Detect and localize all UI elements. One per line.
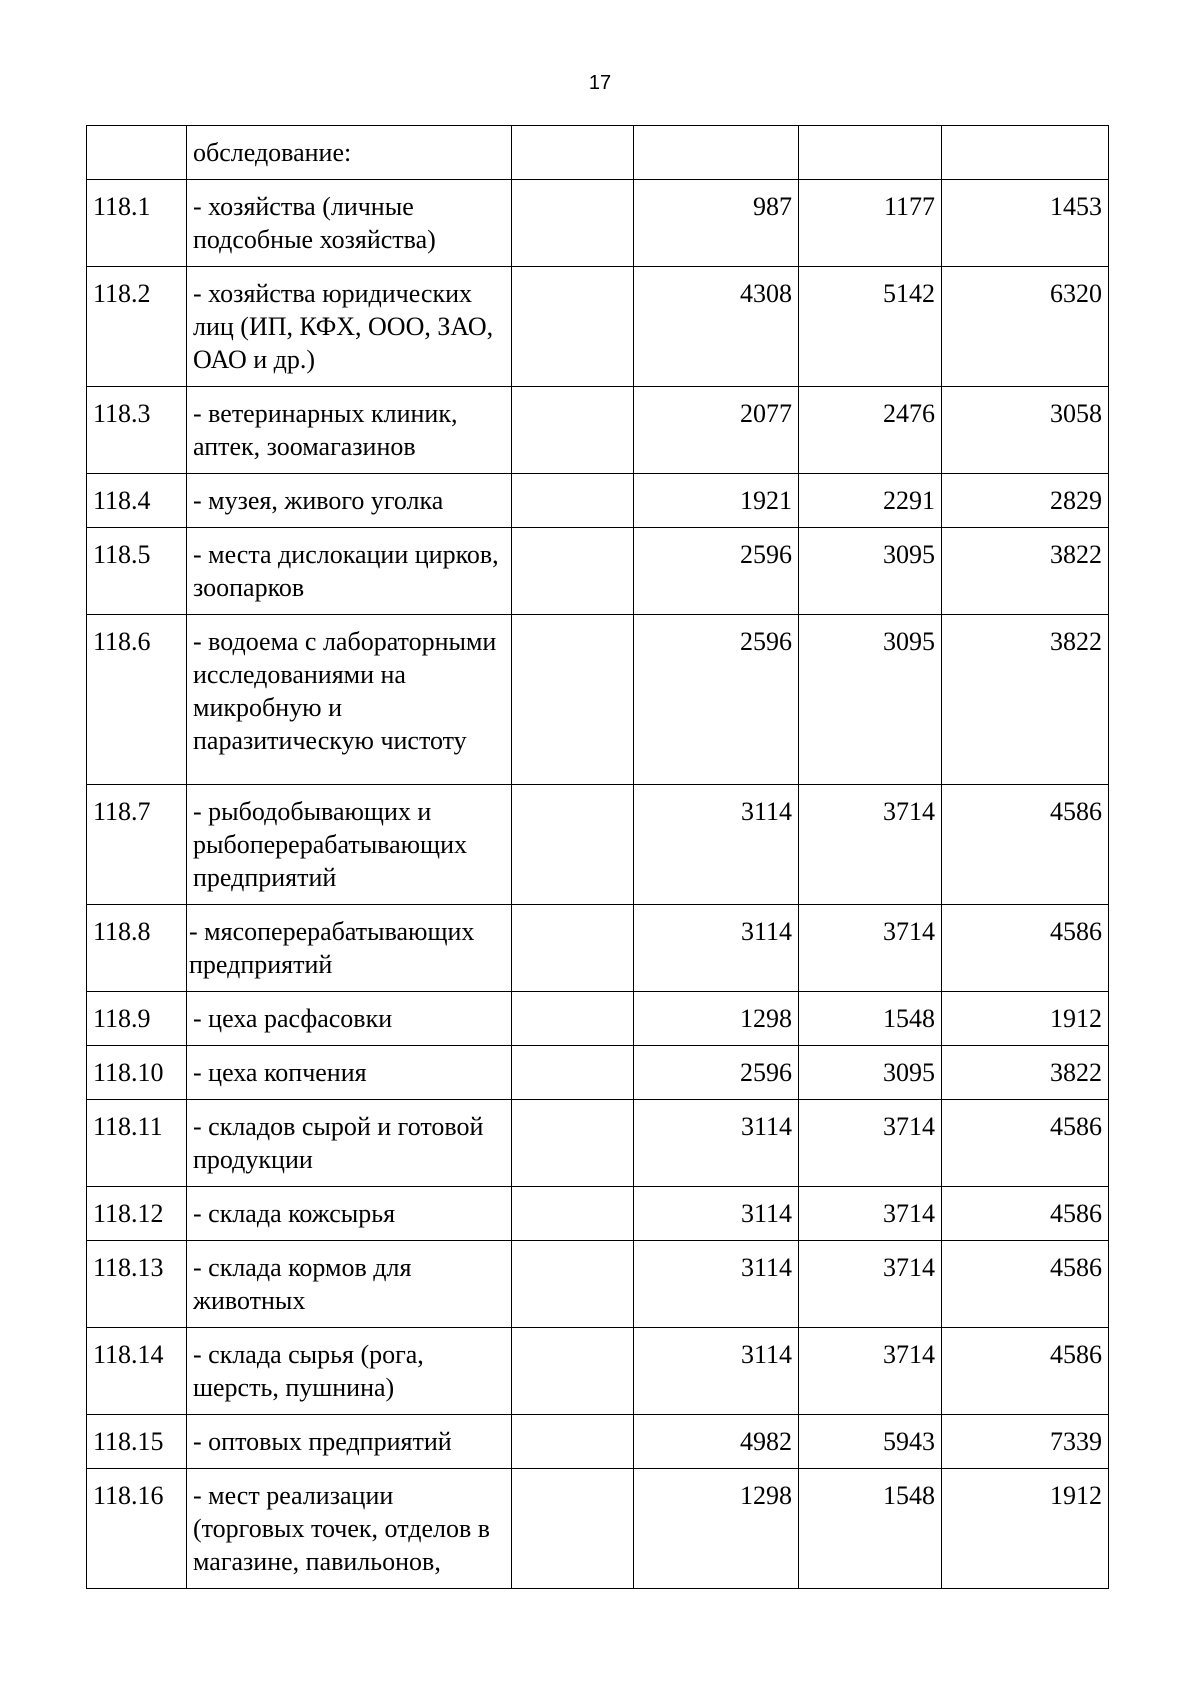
value-cell-3: 5142 <box>799 267 942 387</box>
table-row <box>87 1046 1109 1100</box>
value-cell-2: 1298 <box>634 1469 799 1589</box>
value-cell-2: 3114 <box>634 1241 799 1328</box>
value-cell-1 <box>512 180 634 267</box>
item-description-cell: - мясоперерабатывающих предприятий <box>187 905 512 992</box>
value-cell-1 <box>512 1100 634 1187</box>
item-description-cell: - цеха расфасовки <box>187 992 512 1046</box>
table-row <box>87 785 1109 905</box>
table-body <box>87 126 1109 1589</box>
item-number-cell: 118.1 <box>87 180 187 267</box>
table-row <box>87 126 1109 180</box>
price-table <box>86 125 1109 1589</box>
value-cell-2: 1921 <box>634 474 799 528</box>
item-description-cell: - хозяйства (личные подсобные хозяйства) <box>187 180 512 267</box>
item-description-cell: - склада кожсырья <box>187 1187 512 1241</box>
value-cell-1 <box>512 126 634 180</box>
value-cell-4: 3822 <box>942 1046 1109 1100</box>
value-cell-4: 4586 <box>942 1100 1109 1187</box>
value-cell-2: 3114 <box>634 905 799 992</box>
value-cell-1 <box>512 1328 634 1415</box>
table-row <box>87 905 1109 992</box>
item-description-cell: - музея, живого уголка <box>187 474 512 528</box>
item-number-cell: 118.6 <box>87 615 187 785</box>
value-cell-2: 3114 <box>634 1187 799 1241</box>
value-cell-2: 2077 <box>634 387 799 474</box>
item-number-cell: 118.14 <box>87 1328 187 1415</box>
item-number-cell: 118.4 <box>87 474 187 528</box>
value-cell-3: 3095 <box>799 528 942 615</box>
value-cell-3: 3714 <box>799 1187 942 1241</box>
value-cell-1 <box>512 387 634 474</box>
table-row <box>87 267 1109 387</box>
value-cell-4: 4586 <box>942 1187 1109 1241</box>
value-cell-3: 2291 <box>799 474 942 528</box>
value-cell-4: 1912 <box>942 1469 1109 1589</box>
item-number-cell: 118.16 <box>87 1469 187 1589</box>
item-description-cell: - ветеринарных клиник, аптек, зоомагазинов <box>187 387 512 474</box>
item-description-cell: - водоема с лабораторными исследованиями на микробную и паразитическую чистоту <box>187 615 512 785</box>
value-cell-1 <box>512 267 634 387</box>
table-row <box>87 1241 1109 1328</box>
value-cell-4 <box>942 126 1109 180</box>
value-cell-4: 4586 <box>942 1241 1109 1328</box>
item-number-cell: 118.8 <box>87 905 187 992</box>
value-cell-4: 4586 <box>942 785 1109 905</box>
table-row <box>87 387 1109 474</box>
value-cell-4: 1912 <box>942 992 1109 1046</box>
value-cell-4: 4586 <box>942 905 1109 992</box>
value-cell-4: 2829 <box>942 474 1109 528</box>
item-number-cell <box>87 126 187 180</box>
value-cell-2: 2596 <box>634 528 799 615</box>
page-number: 17 <box>588 72 612 94</box>
value-cell-1 <box>512 1415 634 1469</box>
table-row <box>87 180 1109 267</box>
value-cell-2: 1298 <box>634 992 799 1046</box>
value-cell-2 <box>634 126 799 180</box>
item-description-cell: обследование: <box>187 126 512 180</box>
table-row <box>87 992 1109 1046</box>
value-cell-1 <box>512 1046 634 1100</box>
value-cell-1 <box>512 474 634 528</box>
value-cell-3: 3714 <box>799 905 942 992</box>
item-number-cell: 118.10 <box>87 1046 187 1100</box>
item-number-cell: 118.2 <box>87 267 187 387</box>
value-cell-3: 3714 <box>799 1100 942 1187</box>
table-row <box>87 528 1109 615</box>
value-cell-3: 3714 <box>799 1328 942 1415</box>
value-cell-1 <box>512 785 634 905</box>
value-cell-4: 3822 <box>942 528 1109 615</box>
value-cell-3: 2476 <box>799 387 942 474</box>
value-cell-3: 1548 <box>799 992 942 1046</box>
item-description-cell: - места дислокации цирков, зоопарков <box>187 528 512 615</box>
item-description-cell: - склада кормов для животных <box>187 1241 512 1328</box>
value-cell-4: 6320 <box>942 267 1109 387</box>
value-cell-3: 3095 <box>799 615 942 785</box>
table-row <box>87 474 1109 528</box>
value-cell-3: 5943 <box>799 1415 942 1469</box>
table-row <box>87 1187 1109 1241</box>
item-description-cell: - цеха копчения <box>187 1046 512 1100</box>
item-number-cell: 118.13 <box>87 1241 187 1328</box>
item-description-cell: - рыбодобывающих и рыбоперерабатывающих предприятий <box>187 785 512 905</box>
item-number-cell: 118.7 <box>87 785 187 905</box>
value-cell-4: 4586 <box>942 1328 1109 1415</box>
value-cell-3: 3714 <box>799 785 942 905</box>
item-number-cell: 118.3 <box>87 387 187 474</box>
table-row <box>87 1328 1109 1415</box>
value-cell-2: 3114 <box>634 1328 799 1415</box>
value-cell-2: 4982 <box>634 1415 799 1469</box>
item-description-cell: - склада сырья (рога, шерсть, пушнина) <box>187 1328 512 1415</box>
table-row <box>87 1469 1109 1589</box>
value-cell-1 <box>512 905 634 992</box>
item-number-cell: 118.11 <box>87 1100 187 1187</box>
item-number-cell: 118.12 <box>87 1187 187 1241</box>
value-cell-1 <box>512 528 634 615</box>
value-cell-1 <box>512 992 634 1046</box>
value-cell-2: 2596 <box>634 615 799 785</box>
item-description-cell: - хозяйства юридических лиц (ИП, КФХ, ООО, ЗАО, ОАО и др.) <box>187 267 512 387</box>
value-cell-4: 7339 <box>942 1415 1109 1469</box>
value-cell-1 <box>512 1187 634 1241</box>
value-cell-2: 2596 <box>634 1046 799 1100</box>
item-description-cell: - складов сырой и готовой продукции <box>187 1100 512 1187</box>
value-cell-3: 1177 <box>799 180 942 267</box>
value-cell-4: 3822 <box>942 615 1109 785</box>
value-cell-2: 987 <box>634 180 799 267</box>
item-description-cell: - оптовых предприятий <box>187 1415 512 1469</box>
item-number-cell: 118.15 <box>87 1415 187 1469</box>
value-cell-3: 3095 <box>799 1046 942 1100</box>
value-cell-3 <box>799 126 942 180</box>
value-cell-1 <box>512 615 634 785</box>
item-number-cell: 118.9 <box>87 992 187 1046</box>
value-cell-1 <box>512 1469 634 1589</box>
table-row <box>87 1100 1109 1187</box>
value-cell-4: 1453 <box>942 180 1109 267</box>
table-row <box>87 615 1109 785</box>
item-description-cell: - мест реализации (торговых точек, отделов в магазине, павильонов, <box>187 1469 512 1589</box>
value-cell-2: 3114 <box>634 785 799 905</box>
value-cell-2: 4308 <box>634 267 799 387</box>
item-number-cell: 118.5 <box>87 528 187 615</box>
value-cell-3: 1548 <box>799 1469 942 1589</box>
value-cell-3: 3714 <box>799 1241 942 1328</box>
value-cell-1 <box>512 1241 634 1328</box>
value-cell-2: 3114 <box>634 1100 799 1187</box>
table-row <box>87 1415 1109 1469</box>
value-cell-4: 3058 <box>942 387 1109 474</box>
